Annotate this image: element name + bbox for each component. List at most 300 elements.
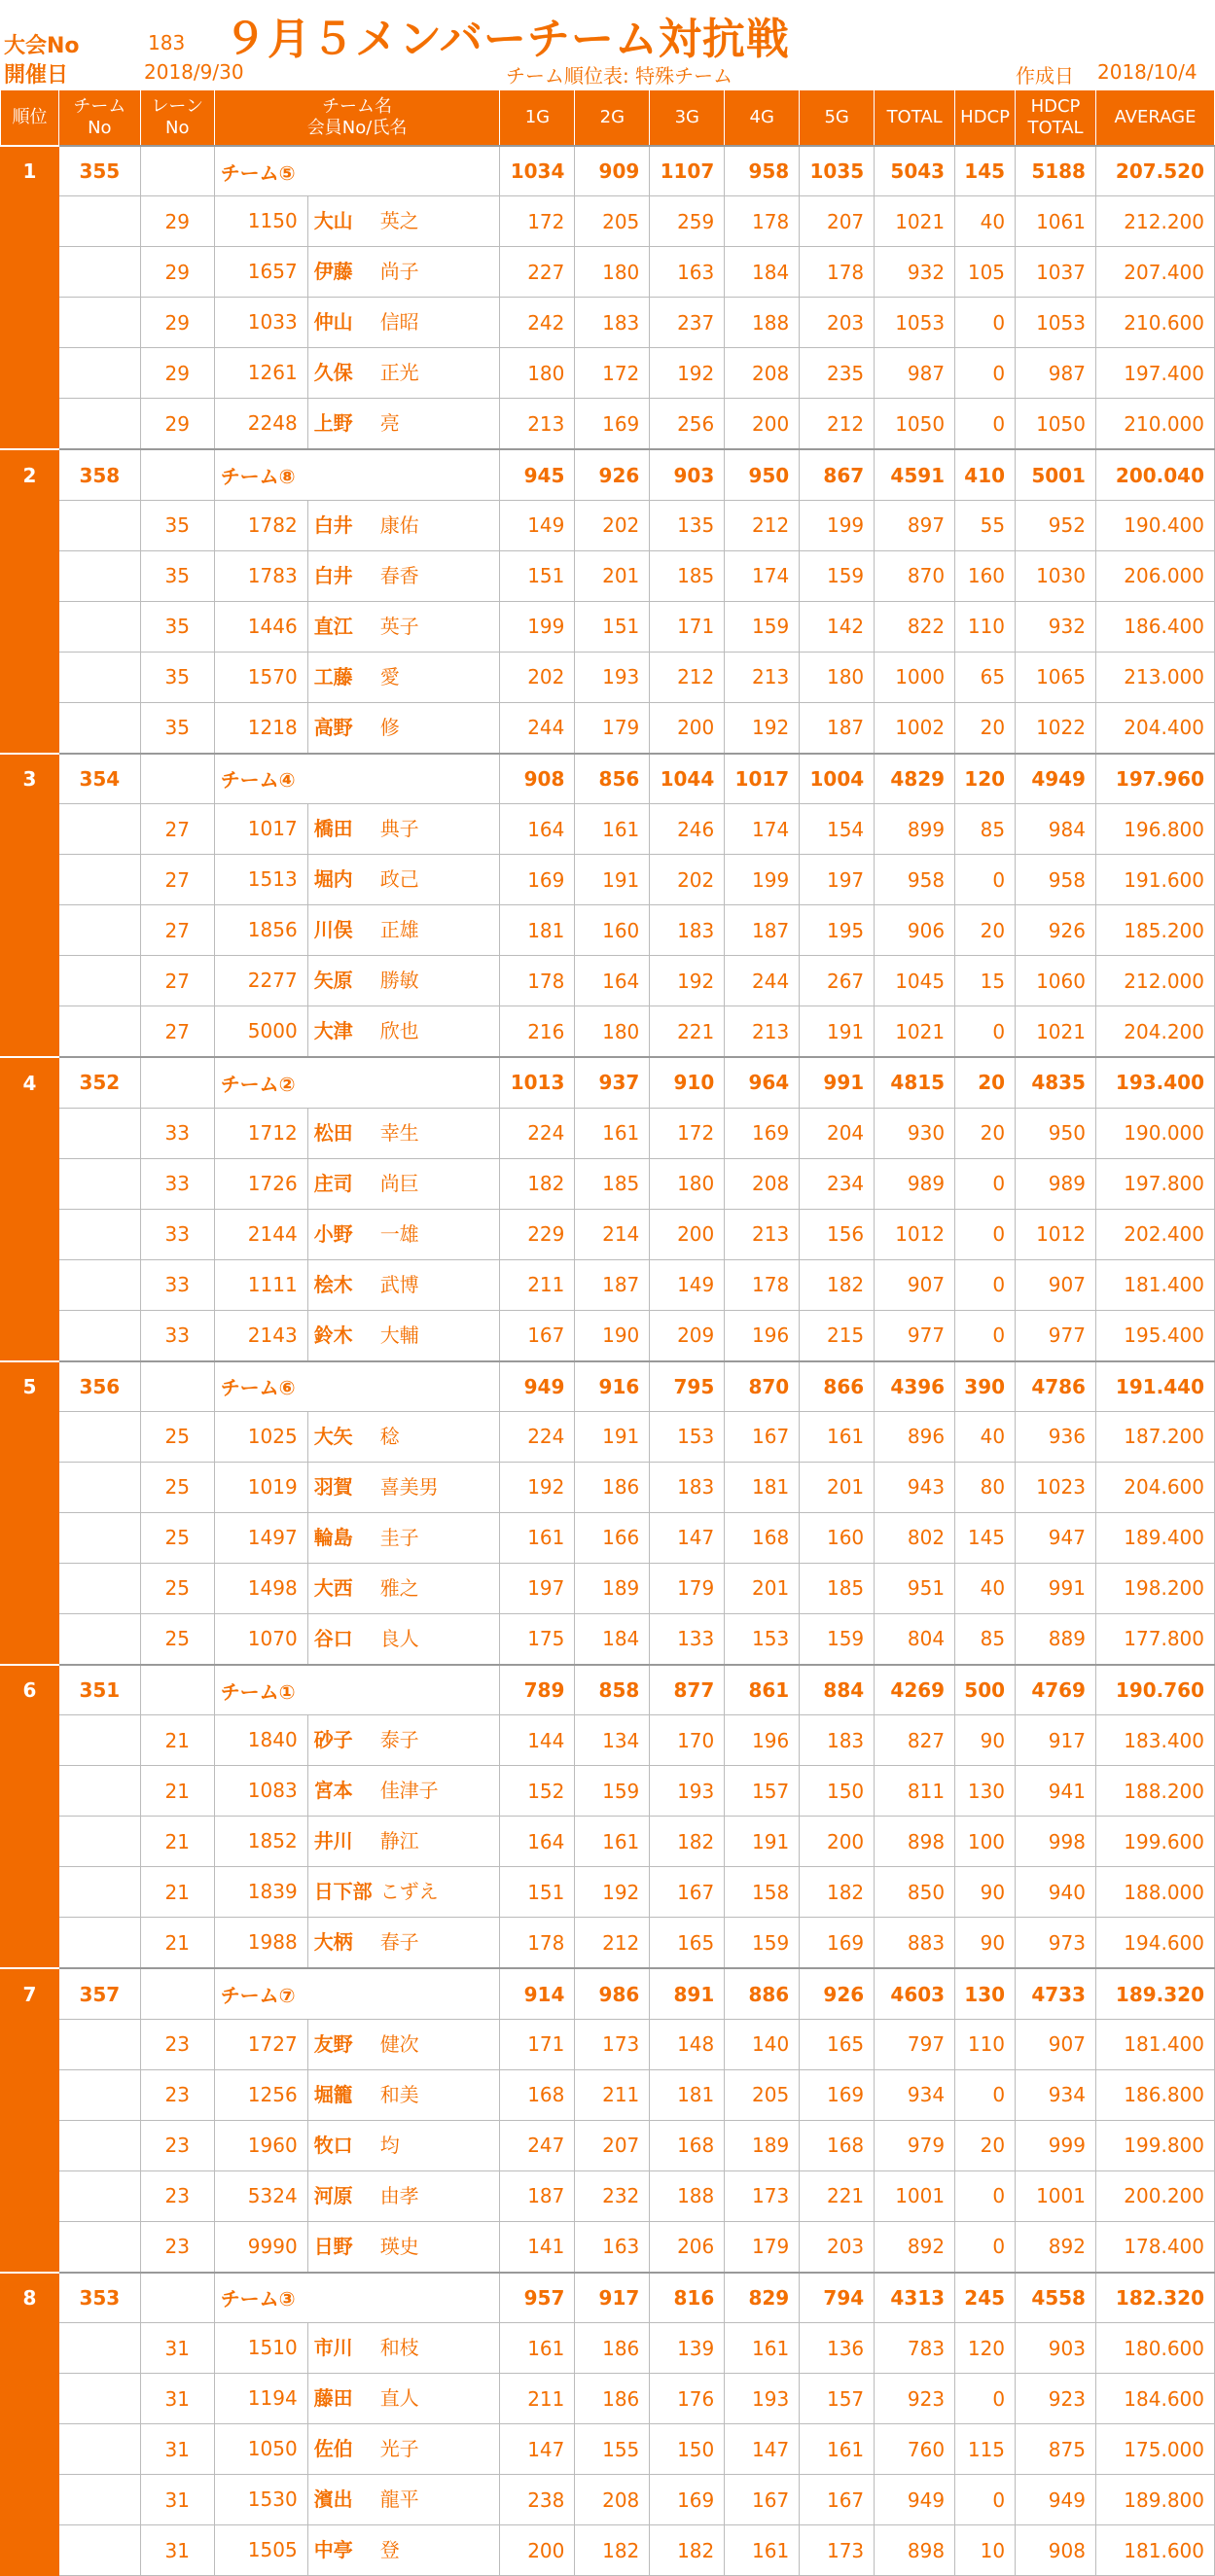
hdcp: 0 [955, 2069, 1016, 2120]
game-4-score: 174 [725, 550, 800, 601]
rank-blank [1, 2069, 59, 2120]
game-4-score: 208 [725, 1158, 800, 1209]
game-1-score: 945 [500, 449, 575, 500]
member-cell [214, 2170, 500, 2221]
rank-blank [1, 652, 59, 702]
game-4-score: 161 [725, 2525, 800, 2576]
game-2-score: 182 [575, 2525, 650, 2576]
member-cell [214, 500, 500, 550]
game-4-score: 174 [725, 804, 800, 855]
game-3-score: 179 [650, 1563, 725, 1613]
game-5-score: 156 [800, 1209, 875, 1259]
game-3-score: 1107 [650, 146, 725, 196]
rank-blank [1, 2424, 59, 2475]
member-name: 松田 幸生 [313, 1120, 419, 1145]
member-cell [214, 1462, 500, 1512]
game-4-score: 958 [725, 146, 800, 196]
member-name: 井川 静江 [313, 1829, 419, 1853]
member-name: 白井 康佑 [313, 512, 419, 537]
member-id: 1019 [215, 1463, 308, 1512]
average: 178.400 [1095, 2221, 1214, 2273]
game-2-score: 214 [575, 1209, 650, 1259]
game-1-score: 1034 [500, 146, 575, 196]
game-5-score: 161 [800, 1411, 875, 1462]
team-no-blank [58, 298, 140, 348]
member-cell [214, 348, 500, 399]
member-id: 1033 [215, 298, 308, 347]
game-1-score: 171 [500, 2019, 575, 2069]
game-4-score: 1017 [725, 754, 800, 804]
member-name: 大西 雅之 [313, 1575, 419, 1600]
member-cell [214, 702, 500, 754]
member-row [1, 956, 1215, 1006]
member-row [1, 2069, 1215, 2120]
game-4-score: 178 [725, 1259, 800, 1310]
game-1-score: 141 [500, 2221, 575, 2273]
member-name: 久保 正光 [313, 361, 419, 385]
member-cell [214, 2475, 500, 2525]
game-1-score: 182 [500, 1158, 575, 1209]
game-4-score: 950 [725, 449, 800, 500]
hdcp-total: 1060 [1016, 956, 1096, 1006]
hdcp-total: 1037 [1016, 247, 1096, 298]
lane-no [140, 449, 214, 500]
game-4-score: 886 [725, 1968, 800, 2019]
member-row [1, 2424, 1215, 2475]
hdcp: 55 [955, 500, 1016, 550]
team-row [1, 1968, 1215, 2019]
team-no-blank [58, 1108, 140, 1158]
game-1-score: 164 [500, 804, 575, 855]
lane-no: 25 [140, 1411, 214, 1462]
game-2-score: 161 [575, 804, 650, 855]
lane-no [140, 2273, 214, 2323]
member-row [1, 1006, 1215, 1058]
member-cell [214, 1613, 500, 1665]
game-3-score: 139 [650, 2323, 725, 2374]
hdcp: 0 [955, 1209, 1016, 1259]
team-rank: 1 [1, 146, 59, 196]
game-3-score: 182 [650, 1817, 725, 1867]
rank-blank [1, 196, 59, 247]
member-row [1, 2221, 1215, 2273]
lane-no: 21 [140, 1817, 214, 1867]
member-row [1, 1209, 1215, 1259]
game-3-score: 150 [650, 2424, 725, 2475]
game-4-score: 173 [725, 2170, 800, 2221]
game-3-score: 182 [650, 2525, 725, 2576]
member-cell [214, 905, 500, 956]
game-5-score: 182 [800, 1259, 875, 1310]
average: 212.200 [1095, 196, 1214, 247]
member-id: 1050 [215, 2424, 308, 2474]
game-4-score: 191 [725, 1817, 800, 1867]
game-2-score: 134 [575, 1715, 650, 1766]
game-1-score: 164 [500, 1817, 575, 1867]
member-name: 藤田 直人 [313, 2386, 419, 2411]
col-team-name: チーム名 会員No/氏名 [214, 90, 500, 147]
lane-no: 23 [140, 2170, 214, 2221]
member-row [1, 601, 1215, 652]
member-name: 橋田 典子 [313, 817, 419, 841]
lane-no: 27 [140, 956, 214, 1006]
total-score: 892 [875, 2221, 955, 2273]
total-score: 850 [875, 1867, 955, 1918]
hdcp-total: 1022 [1016, 702, 1096, 754]
member-cell [214, 2424, 500, 2475]
game-4-score: 829 [725, 2273, 800, 2323]
game-3-score: 891 [650, 1968, 725, 2019]
member-cell [214, 196, 500, 247]
col-2g: 2G [575, 90, 650, 147]
game-2-score: 180 [575, 1006, 650, 1058]
hdcp-total: 1065 [1016, 652, 1096, 702]
team-no: 355 [58, 146, 140, 196]
member-row [1, 652, 1215, 702]
total-score: 897 [875, 500, 955, 550]
hdcp: 160 [955, 550, 1016, 601]
game-3-score: 877 [650, 1665, 725, 1715]
hdcp-total: 1023 [1016, 1462, 1096, 1512]
game-2-score: 180 [575, 247, 650, 298]
member-id: 1783 [215, 551, 308, 601]
member-row [1, 2475, 1215, 2525]
total-score: 797 [875, 2019, 955, 2069]
member-row [1, 298, 1215, 348]
hdcp-total: 875 [1016, 2424, 1096, 2475]
rank-blank [1, 399, 59, 450]
game-2-score: 185 [575, 1158, 650, 1209]
game-1-score: 211 [500, 2374, 575, 2424]
member-id: 1218 [215, 703, 308, 753]
game-2-score: 160 [575, 905, 650, 956]
hdcp-total: 4769 [1016, 1665, 1096, 1715]
hdcp: 20 [955, 1108, 1016, 1158]
game-2-score: 937 [575, 1057, 650, 1108]
member-cell [214, 804, 500, 855]
member-id: 2277 [215, 956, 308, 1006]
member-row [1, 1867, 1215, 1918]
total-score: 987 [875, 348, 955, 399]
member-id: 1856 [215, 905, 308, 955]
game-2-score: 916 [575, 1361, 650, 1412]
game-1-score: 144 [500, 1715, 575, 1766]
game-4-score: 187 [725, 905, 800, 956]
game-5-score: 169 [800, 2069, 875, 2120]
average: 188.200 [1095, 1766, 1214, 1817]
hdcp-total: 892 [1016, 2221, 1096, 2273]
game-3-score: 176 [650, 2374, 725, 2424]
member-cell [214, 550, 500, 601]
total-score: 989 [875, 1158, 955, 1209]
team-no-blank [58, 652, 140, 702]
rank-blank [1, 905, 59, 956]
lane-no: 25 [140, 1462, 214, 1512]
game-1-score: 161 [500, 2323, 575, 2374]
game-1-score: 957 [500, 2273, 575, 2323]
member-row [1, 1259, 1215, 1310]
team-no: 358 [58, 449, 140, 500]
game-4-score: 169 [725, 1108, 800, 1158]
hdcp: 20 [955, 702, 1016, 754]
hdcp-total: 941 [1016, 1766, 1096, 1817]
average: 206.000 [1095, 550, 1214, 601]
game-5-score: 168 [800, 2120, 875, 2170]
lane-no: 23 [140, 2019, 214, 2069]
hdcp: 0 [955, 855, 1016, 905]
member-row [1, 1766, 1215, 1817]
total-score: 1012 [875, 1209, 955, 1259]
game-2-score: 159 [575, 1766, 650, 1817]
game-5-score: 157 [800, 2374, 875, 2424]
team-no-blank [58, 2120, 140, 2170]
game-1-score: 216 [500, 1006, 575, 1058]
team-no-blank [58, 348, 140, 399]
member-row [1, 855, 1215, 905]
hdcp-total: 907 [1016, 2019, 1096, 2069]
game-2-score: 191 [575, 1411, 650, 1462]
member-id: 1497 [215, 1513, 308, 1563]
game-2-score: 212 [575, 1918, 650, 1969]
game-3-score: 165 [650, 1918, 725, 1969]
team-no-blank [58, 1918, 140, 1969]
team-no-blank [58, 2221, 140, 2273]
team-no-blank [58, 2374, 140, 2424]
hdcp: 410 [955, 449, 1016, 500]
col-5g: 5G [800, 90, 875, 147]
hdcp-total: 1050 [1016, 399, 1096, 450]
average: 180.600 [1095, 2323, 1214, 2374]
game-5-score: 221 [800, 2170, 875, 2221]
hdcp: 65 [955, 652, 1016, 702]
average: 181.400 [1095, 1259, 1214, 1310]
col-4g: 4G [725, 90, 800, 147]
team-no-blank [58, 702, 140, 754]
hdcp: 40 [955, 1411, 1016, 1462]
event-date: 2018/9/30 [144, 60, 244, 84]
game-4-score: 213 [725, 652, 800, 702]
lane-no: 21 [140, 1918, 214, 1969]
game-4-score: 213 [725, 1209, 800, 1259]
member-row [1, 399, 1215, 450]
hdcp-total: 1061 [1016, 196, 1096, 247]
member-name: 上野 亮 [313, 411, 400, 436]
lane-no: 33 [140, 1259, 214, 1310]
game-3-score: 147 [650, 1512, 725, 1563]
game-5-score: 197 [800, 855, 875, 905]
team-no-blank [58, 1158, 140, 1209]
team-no: 351 [58, 1665, 140, 1715]
rank-blank [1, 601, 59, 652]
lane-no: 35 [140, 601, 214, 652]
member-row [1, 348, 1215, 399]
team-no-blank [58, 1411, 140, 1462]
hdcp: 0 [955, 2170, 1016, 2221]
hdcp-total: 1030 [1016, 550, 1096, 601]
hdcp-total: 977 [1016, 1310, 1096, 1361]
game-2-score: 166 [575, 1512, 650, 1563]
member-name: 矢原 勝敏 [313, 969, 419, 993]
game-4-score: 188 [725, 298, 800, 348]
member-id: 1194 [215, 2374, 308, 2423]
member-name: 輪島 圭子 [313, 1525, 419, 1549]
hdcp-total: 998 [1016, 1817, 1096, 1867]
team-rank: 7 [1, 1968, 59, 2019]
member-id: 2144 [215, 1210, 308, 1259]
team-no-blank [58, 1715, 140, 1766]
member-cell [214, 1867, 500, 1918]
team-no-blank [58, 2475, 140, 2525]
team-no-blank [58, 956, 140, 1006]
hdcp: 390 [955, 1361, 1016, 1412]
total-score: 870 [875, 550, 955, 601]
member-name: 大山 英之 [313, 209, 419, 233]
game-1-score: 168 [500, 2069, 575, 2120]
game-3-score: 192 [650, 956, 725, 1006]
game-5-score: 183 [800, 1715, 875, 1766]
team-rank: 2 [1, 449, 59, 500]
member-id: 1261 [215, 348, 308, 398]
rank-blank [1, 1310, 59, 1361]
game-5-score: 187 [800, 702, 875, 754]
game-5-score: 1004 [800, 754, 875, 804]
game-2-score: 201 [575, 550, 650, 601]
game-2-score: 179 [575, 702, 650, 754]
team-name: チーム① [214, 1665, 500, 1715]
game-1-score: 200 [500, 2525, 575, 2576]
member-id: 9990 [215, 2222, 308, 2272]
lane-no: 33 [140, 1108, 214, 1158]
member-id: 1510 [215, 2323, 308, 2373]
event-no: 183 [148, 31, 186, 54]
average: 213.000 [1095, 652, 1214, 702]
member-cell [214, 2221, 500, 2273]
hdcp: 0 [955, 1310, 1016, 1361]
hdcp: 0 [955, 298, 1016, 348]
member-row [1, 247, 1215, 298]
game-5-score: 867 [800, 449, 875, 500]
game-5-score: 926 [800, 1968, 875, 2019]
total-score: 4815 [875, 1057, 955, 1108]
member-name: 宮本 佳津子 [313, 1779, 439, 1803]
game-3-score: 206 [650, 2221, 725, 2273]
game-1-score: 169 [500, 855, 575, 905]
rank-blank [1, 1867, 59, 1918]
game-2-score: 193 [575, 652, 650, 702]
hdcp-total: 991 [1016, 1563, 1096, 1613]
hdcp-total: 917 [1016, 1715, 1096, 1766]
total-score: 1050 [875, 399, 955, 450]
game-1-score: 789 [500, 1665, 575, 1715]
rank-blank [1, 2374, 59, 2424]
lane-no [140, 1665, 214, 1715]
hdcp-total: 4835 [1016, 1057, 1096, 1108]
col-3g: 3G [650, 90, 725, 147]
team-no-blank [58, 1867, 140, 1918]
member-row [1, 1715, 1215, 1766]
game-3-score: 167 [650, 1867, 725, 1918]
lane-no: 25 [140, 1613, 214, 1665]
game-1-score: 244 [500, 702, 575, 754]
rank-blank [1, 500, 59, 550]
total-score: 906 [875, 905, 955, 956]
member-row [1, 2525, 1215, 2576]
rank-blank [1, 1563, 59, 1613]
game-1-score: 199 [500, 601, 575, 652]
member-cell [214, 1817, 500, 1867]
event-no-label: 大会No [4, 34, 80, 58]
team-row [1, 1057, 1215, 1108]
game-3-score: 202 [650, 855, 725, 905]
average: 210.000 [1095, 399, 1214, 450]
team-no-blank [58, 855, 140, 905]
lane-no: 31 [140, 2323, 214, 2374]
team-no-blank [58, 1512, 140, 1563]
col-total: TOTAL [875, 90, 955, 147]
standings-table [0, 89, 1215, 2576]
game-5-score: 150 [800, 1766, 875, 1817]
hdcp: 110 [955, 601, 1016, 652]
game-2-score: 856 [575, 754, 650, 804]
member-row [1, 1462, 1215, 1512]
lane-no: 21 [140, 1766, 214, 1817]
hdcp: 120 [955, 754, 1016, 804]
total-score: 4829 [875, 754, 955, 804]
lane-no: 25 [140, 1563, 214, 1613]
game-5-score: 203 [800, 2221, 875, 2273]
member-row [1, 2019, 1215, 2069]
member-id: 1017 [215, 804, 308, 854]
game-1-score: 192 [500, 1462, 575, 1512]
total-score: 934 [875, 2069, 955, 2120]
team-no: 352 [58, 1057, 140, 1108]
team-name: チーム⑤ [214, 146, 500, 196]
col-hdcp-total: HDCP TOTAL [1016, 90, 1096, 147]
member-id: 1111 [215, 1260, 308, 1310]
lane-no: 31 [140, 2475, 214, 2525]
hdcp: 245 [955, 2273, 1016, 2323]
total-score: 1001 [875, 2170, 955, 2221]
lane-no: 33 [140, 1158, 214, 1209]
rank-blank [1, 702, 59, 754]
col-hdcp: HDCP [955, 90, 1016, 147]
hdcp-total: 950 [1016, 1108, 1096, 1158]
game-4-score: 189 [725, 2120, 800, 2170]
total-score: 883 [875, 1918, 955, 1969]
average: 191.440 [1095, 1361, 1214, 1412]
hdcp-total: 907 [1016, 1259, 1096, 1310]
average: 193.400 [1095, 1057, 1214, 1108]
team-row [1, 1665, 1215, 1715]
hdcp: 20 [955, 1057, 1016, 1108]
member-id: 1446 [215, 602, 308, 652]
game-3-score: 212 [650, 652, 725, 702]
game-5-score: 267 [800, 956, 875, 1006]
member-cell [214, 1310, 500, 1361]
team-name: チーム④ [214, 754, 500, 804]
game-4-score: 168 [725, 1512, 800, 1563]
average: 189.320 [1095, 1968, 1214, 2019]
game-1-score: 180 [500, 348, 575, 399]
team-rank: 5 [1, 1361, 59, 1412]
game-1-score: 175 [500, 1613, 575, 1665]
hdcp-total: 4786 [1016, 1361, 1096, 1412]
member-row [1, 1512, 1215, 1563]
member-row [1, 905, 1215, 956]
game-3-score: 816 [650, 2273, 725, 2323]
total-score: 951 [875, 1563, 955, 1613]
game-4-score: 153 [725, 1613, 800, 1665]
